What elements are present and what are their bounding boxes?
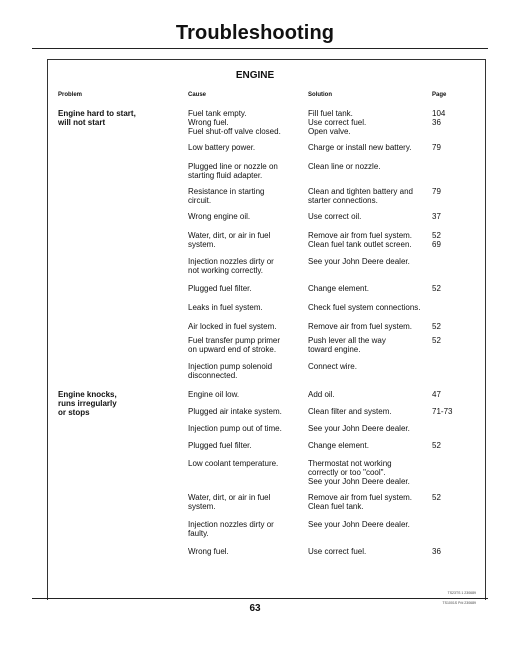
cause-cell: Low battery power. (188, 143, 256, 152)
page-cell: 47 (432, 390, 441, 399)
page-cell: 36 (432, 547, 441, 556)
header-rule (32, 48, 488, 49)
column-header-problem: Problem (58, 92, 83, 98)
document-code-bottom: TS1001S P/d 230689 (442, 601, 476, 605)
page-cell: 52 (432, 284, 441, 293)
solution-cell: See your John Deere dealer. (308, 257, 410, 266)
page-cell: 37 (432, 212, 441, 221)
solution-cell: Connect wire. (308, 362, 357, 371)
solution-cell: Use correct oil. (308, 212, 362, 221)
cause-cell: Fuel transfer pump primer on upward end of stroke. (188, 336, 281, 354)
solution-cell: Remove air from fuel system. (308, 322, 413, 331)
solution-cell: See your John Deere dealer. (308, 424, 410, 433)
column-header-solution: Solution (308, 92, 332, 98)
cause-cell: Injection pump solenoid disconnected. (188, 362, 273, 380)
solution-cell: Use correct fuel. (308, 547, 367, 556)
cause-cell: Resistance in starting circuit. (188, 187, 265, 205)
cause-cell: Wrong engine oil. (188, 212, 251, 221)
section-title: ENGINE (235, 70, 275, 81)
cause-cell: Low coolant temperature. (188, 459, 279, 468)
cause-cell: Plugged line or nozzle on starting fluid adapter. (188, 162, 278, 180)
cause-cell: Wrong fuel. (188, 547, 229, 556)
page-cell: 79 (432, 143, 441, 152)
solution-cell: Thermostat not working correctly or too "cool". See your John Deere dealer. (308, 459, 410, 486)
solution-cell: Charge or install new battery. (308, 143, 412, 152)
problem-label: Engine knocks, runs irregularly or stops (58, 390, 117, 417)
cause-cell: Fuel tank empty. Wrong fuel. Fuel shut-off valve closed. (188, 109, 281, 136)
problem-label: Engine hard to start, will not start (58, 109, 136, 127)
solution-cell: Change element. (308, 441, 369, 450)
page-cell: 52 69 (432, 231, 441, 249)
footer-rule (32, 598, 488, 599)
solution-cell: See your John Deere dealer. (308, 520, 410, 529)
solution-cell: Change element. (308, 284, 369, 293)
page-title: Troubleshooting (175, 22, 335, 44)
cause-cell: Plugged fuel filter. (188, 284, 252, 293)
column-header-cause: Cause (188, 92, 207, 98)
page-cell: 52 (432, 441, 441, 450)
page-cell: 52 (432, 493, 441, 502)
solution-cell: Remove air from fuel system. Clean fuel tank outlet screen. (308, 231, 413, 249)
page-cell: 79 (432, 187, 441, 196)
cause-cell: Injection nozzles dirty or not working correctly. (188, 257, 274, 275)
cause-cell: Leaks in fuel system. (188, 303, 263, 312)
page-cell: 52 (432, 322, 441, 331)
solution-cell: Fill fuel tank. Use correct fuel. Open valve. (308, 109, 367, 136)
cause-cell: Injection nozzles dirty or faulty. (188, 520, 274, 538)
solution-cell: Remove air from fuel system. Clean fuel tank. (308, 493, 413, 511)
cause-cell: Injection pump out of time. (188, 424, 282, 433)
document-code-top: TS23TS 1 230689 (447, 591, 476, 595)
solution-cell: Push lever all the way toward engine. (308, 336, 386, 354)
cause-cell: Water, dirt, or air in fuel system. (188, 231, 271, 249)
cause-cell: Air locked in fuel system. (188, 322, 277, 331)
cause-cell: Water, dirt, or air in fuel system. (188, 493, 271, 511)
page-cell: 104 36 (432, 109, 446, 127)
cause-cell: Plugged air intake system. (188, 407, 282, 416)
solution-cell: Clean line or nozzle. (308, 162, 381, 171)
page-number: 63 (249, 603, 261, 614)
cause-cell: Plugged fuel filter. (188, 441, 252, 450)
column-header-page: Page (432, 92, 447, 98)
solution-cell: Add oil. (308, 390, 335, 399)
solution-cell: Clean filter and system. (308, 407, 392, 416)
page-cell: 52 (432, 336, 441, 345)
cause-cell: Engine oil low. (188, 390, 240, 399)
page-cell: 71-73 (432, 407, 453, 416)
solution-cell: Clean and tighten battery and starter connections. (308, 187, 413, 205)
solution-cell: Check fuel system connections. (308, 303, 421, 312)
